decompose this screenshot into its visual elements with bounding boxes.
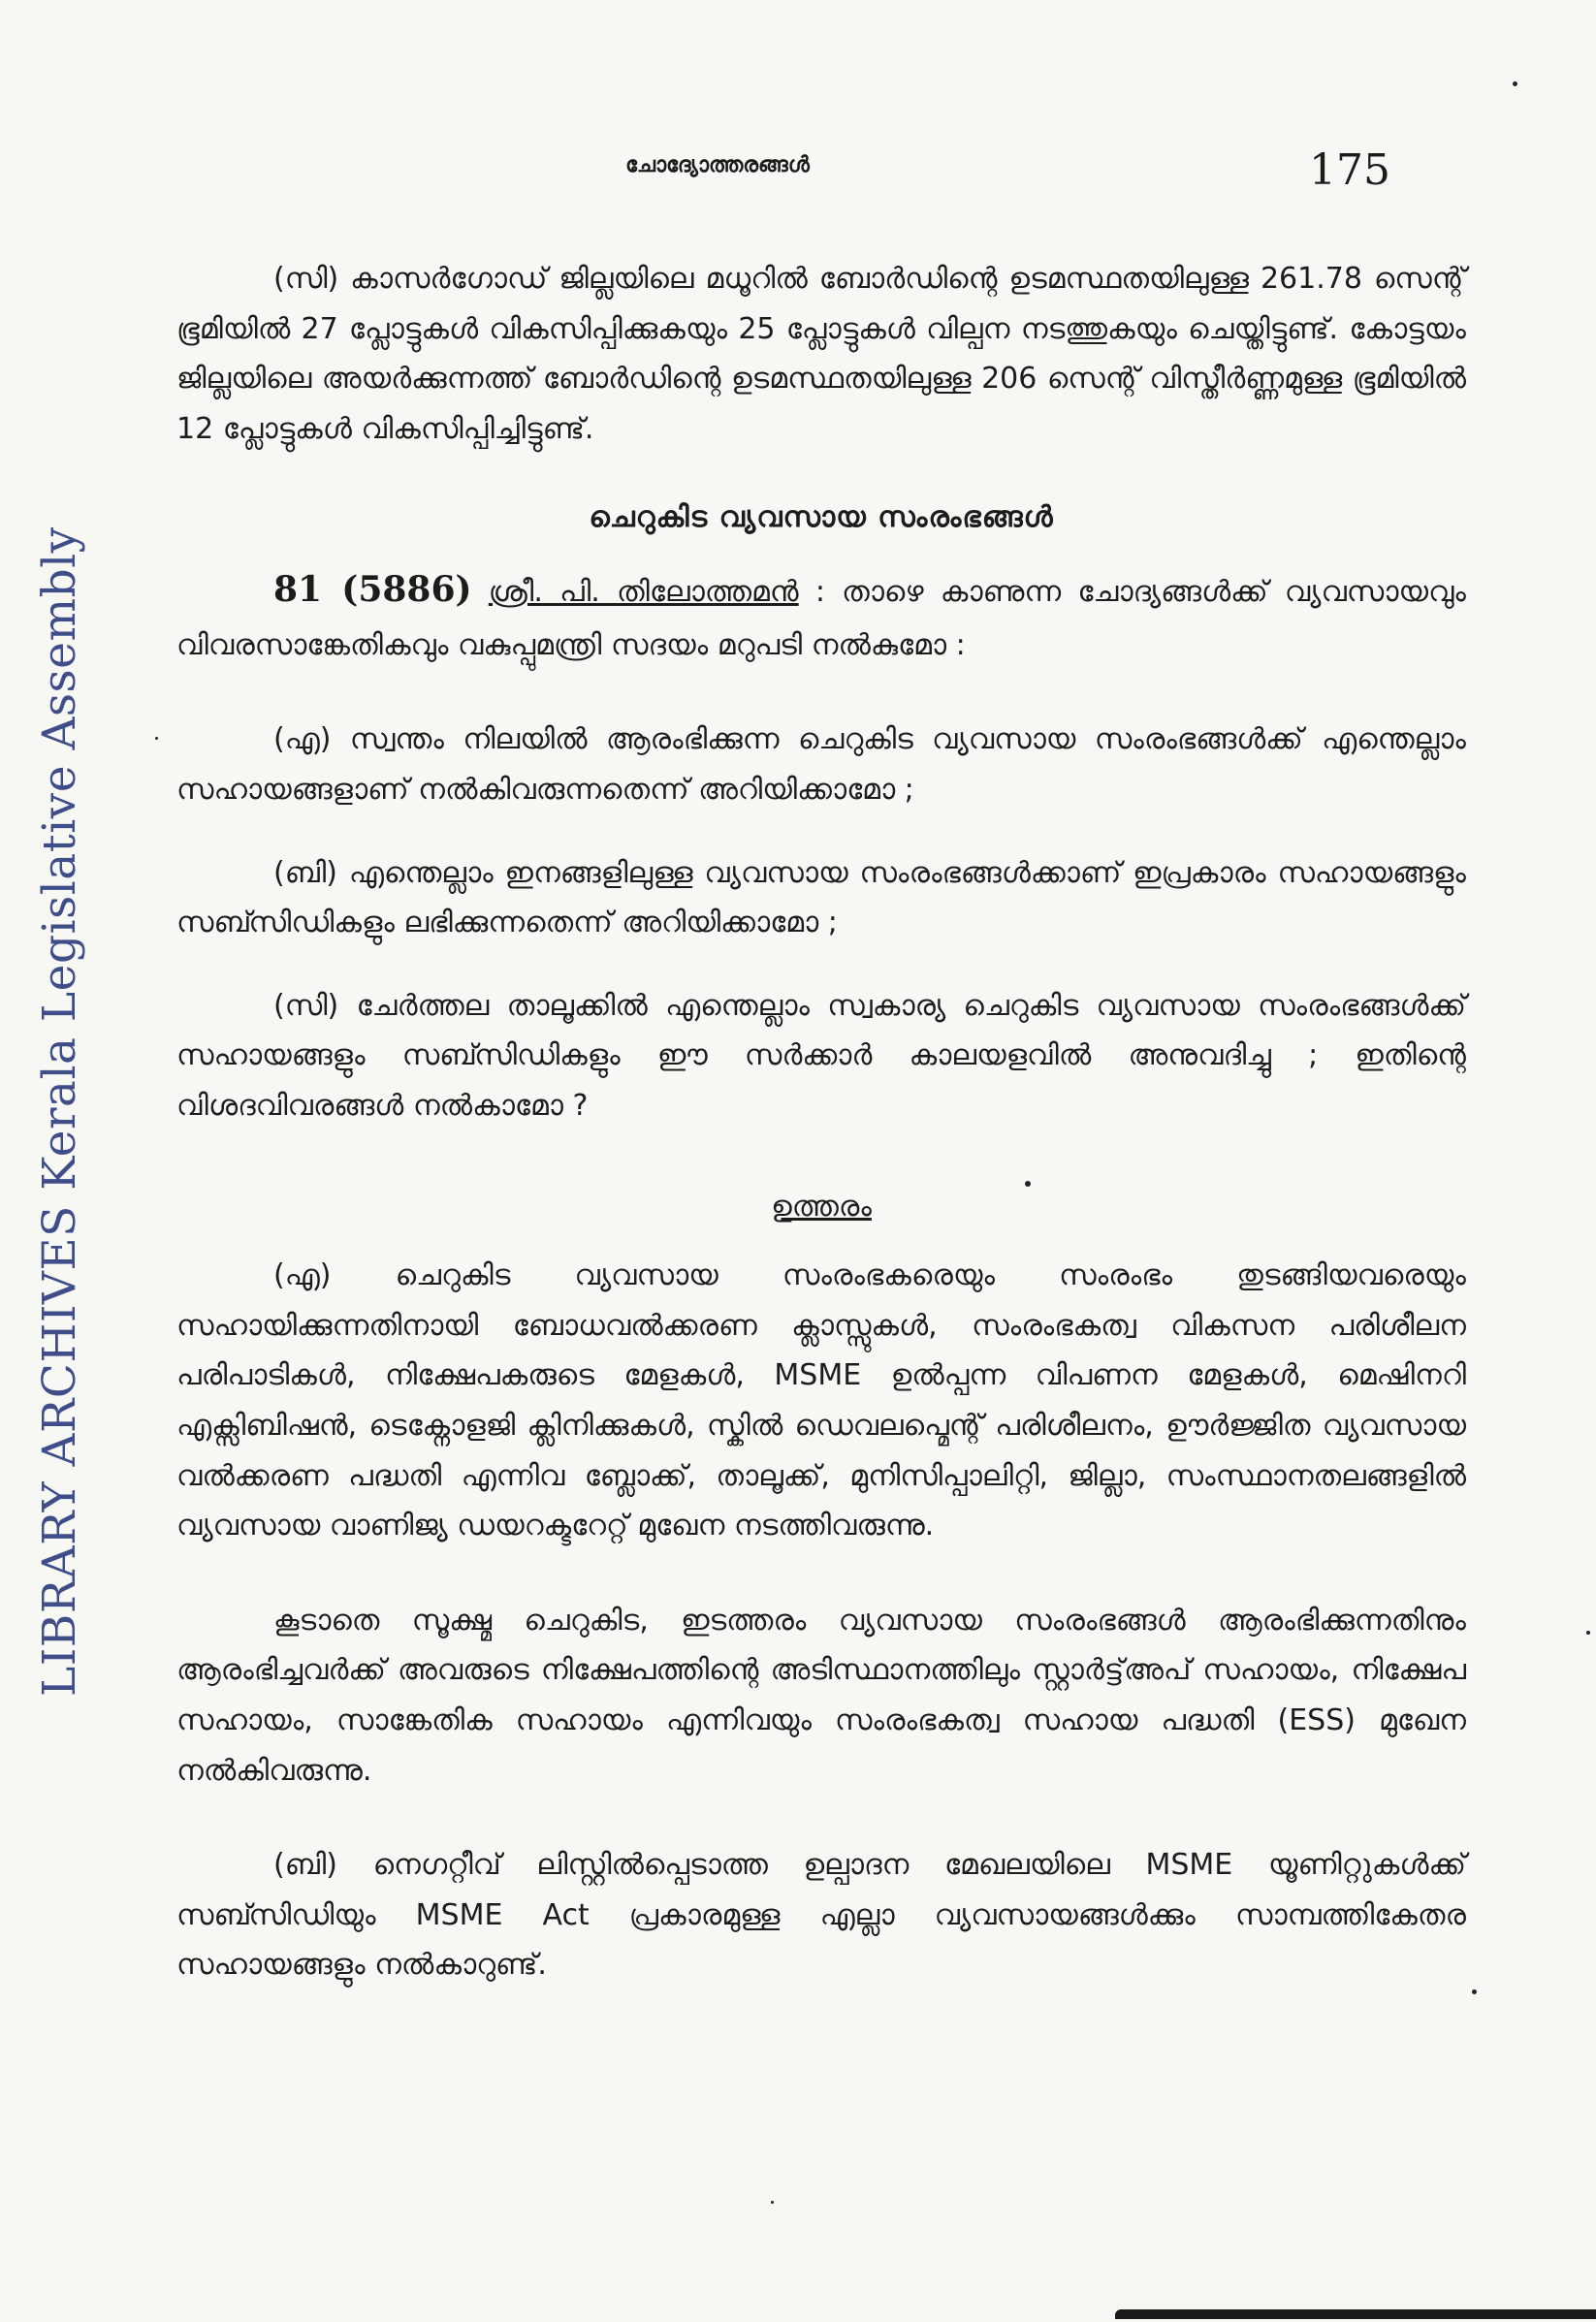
page-body — [176, 254, 1466, 1990]
question-intro — [176, 560, 1466, 671]
scan-speck — [771, 2201, 774, 2204]
answer-heading-text: ഉത്തരം — [771, 1189, 872, 1224]
scan-speck — [155, 737, 158, 740]
member-name: ശ്രീ. പി. തിലോത്തമൻ — [488, 574, 799, 609]
question-a: (എ) സ്വന്തം നിലയിൽ ആരംഭിക്കുന്ന ചെറുകിട വ്യവസായ സംരംഭങ്ങൾക്ക് എന്തെല്ലാം സഹായങ്ങളാണ് നൽകിവരുന്നതെന്ന് അറിയിക്കാമോ ; — [176, 722, 1466, 808]
answer-a-para2: കൂടാതെ സൂക്ഷ്മ ചെറുകിട, ഇടത്തരം വ്യവസായ സംരംഭങ്ങൾ ആരംഭിക്കുന്നതിനും ആരംഭിച്ചവർക്ക് അവരുടെ നിക്ഷേപത്തിന്റെ അടിസ്ഥാനത്തിലും സ്റ്റാർട്ട്അപ് സഹായം, നിക്ഷേപ സഹായം, സാങ്കേതിക സഹായം എന്നിവയും സംരംഭകത്വ സഹായ പദ്ധതി (ESS) മുഖേന നൽകിവരുന്നു. — [176, 1603, 1466, 1788]
scan-edge-mark — [1115, 2309, 1596, 2319]
question-b: (ബി) എന്തെല്ലാം ഇനങ്ങളിലുള്ള വ്യവസായ സംരംഭങ്ങൾക്കാണ് ഇപ്രകാരം സഹായങ്ങളും സബ്സിഡികളും ലഭിക്കുന്നതെന്ന് അറിയിക്കാമോ ; — [176, 855, 1466, 940]
question-number: 81 (5886) — [273, 568, 472, 610]
scan-speck — [1025, 1181, 1031, 1187]
intro-paragraph: (സി) കാസർഗോഡ് ജില്ലയിലെ മധൂറിൽ ബോർഡിന്റെ ഉടമസ്ഥതയിലുള്ള 261.78 സെന്റ് ഭൂമിയിൽ 27 പ്ലോട്ടുകൾ വികസിപ്പിക്കുകയും 25 പ്ലോട്ടുകൾ വില്പന നടത്തുകയും ചെയ്തിട്ടുണ്ട്. കോട്ടയം ജില്ലയിലെ അയർക്കുന്നത്ത് ബോർഡിന്റെ ഉടമസ്ഥതയിലുള്ള 206 സെന്റ് വിസ്തീർണ്ണമുള്ള ഭൂമിയിൽ 12 പ്ലോട്ടുകൾ വികസിപ്പിച്ചിട്ടുണ്ട്. — [176, 262, 1466, 446]
archive-watermark: LIBRARY ARCHIVES Kerala Legislative Assembly — [33, 526, 86, 1697]
scan-speck — [1472, 1989, 1477, 1994]
answer-heading — [176, 1182, 1466, 1232]
answer-b: (ബി) നെഗറ്റീവ് ലിസ്റ്റിൽപ്പെടാത്ത ഉല്പാദന മേഖലയിലെ MSME യൂണിറ്റുകൾക്ക് സബ്സിഡിയും MSME Act പ്രകാരമുള്ള എല്ലാ വ്യവസായങ്ങൾക്കും സാമ്പത്തികേതര സഹായങ്ങളും നൽകാറുണ്ട്. — [176, 1848, 1466, 1983]
question-c: (സി) ചേർത്തല താലൂക്കിൽ എന്തെല്ലാം സ്വകാര്യ ചെറുകിട വ്യവസായ സംരംഭങ്ങൾക്ക് സഹായങ്ങളും സബ്സിഡികളും ഈ സർക്കാർ കാലയളവിൽ അനുവദിച്ചു ; ഇതിന്റെ വിശദവിവരങ്ങൾ നൽകാമോ ? — [176, 988, 1466, 1124]
section-heading: ചെറുകിട വ്യവസായ സംരംഭങ്ങൾ — [589, 500, 1054, 535]
question-intro-text: : താഴെ കാണുന്ന ചോദ്യങ്ങൾക്ക് വ്യവസായവും വിവരസാങ്കേതികവും വകുപ്പുമന്ത്രി സദയം മറുപടി നൽകുമോ : — [176, 574, 1466, 662]
page-number: 175 — [1309, 145, 1390, 195]
scan-speck — [1586, 1631, 1590, 1635]
scan-speck — [1513, 81, 1517, 86]
answer-a-para1: (എ) ചെറുകിട വ്യവസായ സംരംഭകരെയും സംരംഭം തുടങ്ങിയവരെയും സഹായിക്കുന്നതിനായി ബോധവൽക്കരണ ക്ലാസ്സുകൾ, സംരംഭകത്വ വികസന പരിശീലന പരിപാടികൾ, നിക്ഷേപകരുടെ മേളകൾ, MSME ഉൽപ്പന്ന വിപണന മേളകൾ, മെഷിനറി എക്സിബിഷൻ, ടെക്നോളജി ക്ലിനിക്കുകൾ, സ്കിൽ ഡെവലപ്മെന്റ് പരിശീലനം, ഊർജ്ജിത വ്യവസായ വൽക്കരണ പദ്ധതി എന്നിവ ബ്ലോക്ക്, താലൂക്ക്, മുനിസിപ്പാലിറ്റി, ജില്ലാ, സംസ്ഥാനതലങ്ങളിൽ വ്യവസായ വാണിജ്യ ഡയറക്ടറേറ്റ് മുഖേന നടത്തിവരുന്നു. — [176, 1258, 1466, 1543]
running-header: ചോദ്യോത്തരങ്ങൾ — [625, 153, 810, 177]
